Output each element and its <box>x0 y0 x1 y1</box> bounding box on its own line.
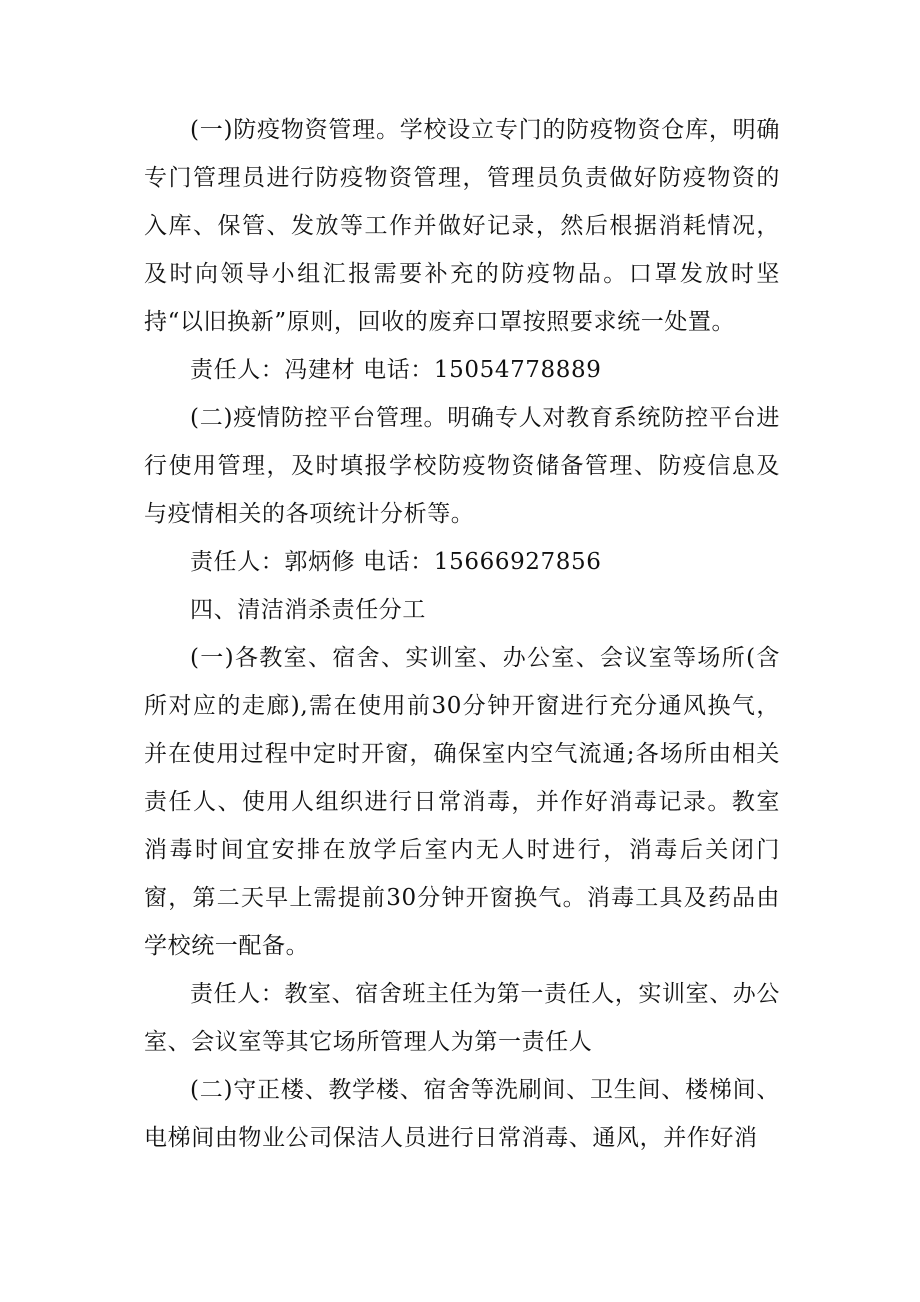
paragraph-building-cleaning: (二)守正楼、教学楼、宿舍等洗刷间、卫生间、楼梯间、电梯间由物业公司保洁人员进行日常消毒、通风，并作好消 <box>144 1077 780 1151</box>
paragraph-responsible-person-1: 责任人：冯建材 电话：15054778889 <box>190 357 602 383</box>
paragraph-platform-management: (二)疫情防控平台管理。明确专人对教育系统防控平台进行使用管理，及时填报学校防疫物资储备管理、防疫信息及与疫情相关的各项统计分析等。 <box>144 405 780 527</box>
paragraph-classroom-disinfection: (一)各教室、宿舍、实训室、办公室、会议室等场所(含所对应的走廊),需在使用前30分钟开窗进行充分通风换气，并在使用过程中定时开窗，确保室内空气流通;各场所由相关责任人、使用人组织进行日常消毒，并作好消毒记录。教室消毒时间宜安排在放学后室内无人时进行，消毒后关闭门窗，第二天早上需提前30分钟开窗换气。消毒工具及药品由学校统一配备。 <box>144 645 780 959</box>
paragraph-responsible-person-2: 责任人：郭炳修 电话：15666927856 <box>190 549 602 575</box>
section-heading-cleaning: 四、清洁消杀责任分工 <box>190 597 426 623</box>
document-body <box>144 106 780 1162</box>
paragraph-supplies-management: (一)防疫物资管理。学校设立专门的防疫物资仓库，明确专门管理员进行防疫物资管理，管理员负责做好防疫物资的入库、保管、发放等工作并做好记录，然后根据消耗情况，及时向领导小组汇报需要补充的防疫物品。口罩发放时坚持“以旧换新”原则，回收的废弃口罩按照要求统一处置。 <box>144 117 780 335</box>
paragraph-responsible-person-3: 责任人：教室、宿舍班主任为第一责任人，实训室、办公室、会议室等其它场所管理人为第一责任人 <box>144 981 780 1055</box>
